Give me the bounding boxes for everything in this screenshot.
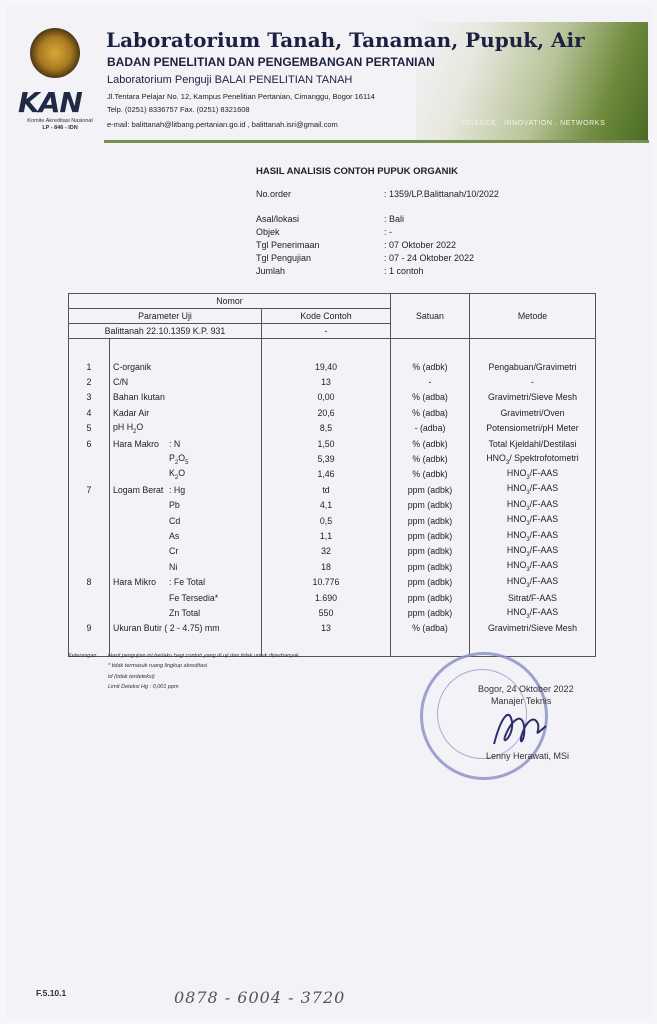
note-line [68, 651, 299, 661]
method-text: HNO [506, 498, 527, 509]
institution-seal-icon [30, 28, 80, 78]
subscript: 3 [526, 505, 530, 512]
table-row [69, 374, 596, 389]
row-no [69, 451, 110, 466]
row-value: 19,40 [262, 359, 391, 374]
row-no: 5 [69, 421, 110, 436]
row-value: 1,46 [262, 467, 391, 482]
row-value: 1.690 [262, 590, 391, 605]
row-method [470, 467, 596, 482]
notes [68, 651, 299, 693]
info-label: Tgl Pengujian [256, 253, 312, 263]
param-sub: Pb [169, 500, 180, 511]
table-row [69, 482, 596, 497]
row-unit: % (adba) [391, 405, 470, 420]
row-no: 3 [69, 390, 110, 405]
info-value: : 07 Oktober 2022 [384, 240, 457, 250]
row-no [69, 559, 110, 574]
method-text: HNO [506, 606, 527, 617]
row-unit: - [391, 374, 470, 389]
row-no: 4 [69, 405, 110, 420]
form-code: F.5.10.1 [36, 988, 67, 998]
lab-unit: Laboratorium Penguji BALAI PENELITIAN TANAH [107, 74, 353, 86]
table-row [69, 390, 596, 405]
row-no [69, 605, 110, 620]
info-received [256, 240, 456, 250]
row-unit: % (adba) [391, 390, 470, 405]
row-method [470, 498, 596, 513]
row-value: 18 [262, 559, 391, 574]
note-line: td (tidak terdeteksi) [108, 673, 155, 680]
row-method [470, 528, 596, 543]
sample-id: Balittanah 22.10.1359 K.P. 931 [69, 324, 262, 339]
sign-person-name: Lenny Herawati, MSi [486, 751, 570, 761]
document-title: HASIL ANALISIS CONTOH PUPUK ORGANIK [256, 166, 458, 177]
param-sub: Fe Tersedia* [169, 592, 219, 603]
row-value: td [262, 482, 391, 497]
row-unit: ppm (adbk) [391, 590, 470, 605]
method-text: HNO [506, 545, 527, 555]
row-no [69, 544, 110, 559]
subscript: 2 [174, 459, 179, 466]
subscript: 3 [526, 474, 530, 481]
row-param [110, 590, 262, 605]
kan-logo: KAN [18, 86, 82, 119]
table-row [69, 621, 596, 636]
row-unit: ppm (adbk) [391, 498, 470, 513]
row-no [69, 513, 110, 528]
param-name: C-organik [113, 361, 152, 372]
row-param [110, 390, 262, 405]
param-sub: : Hg [169, 484, 186, 495]
row-value: 5,39 [262, 451, 391, 466]
lab-email: e-mail: balittanah@litbang.pertanian.go.id , balittanah.isri@gmail.com [107, 120, 338, 129]
row-unit: ppm (adbk) [391, 513, 470, 528]
table-body [69, 339, 596, 657]
method-suffix: /F-AAS [529, 529, 559, 540]
row-no [69, 467, 110, 482]
chem-o: O [178, 452, 186, 463]
row-param [110, 513, 262, 528]
note-line: Limit Deteksi Hg : 0,001 ppm [108, 684, 179, 691]
row-unit: ppm (adbk) [391, 605, 470, 620]
table-row [69, 405, 596, 420]
lab-address: Jl.Tentara Pelajar No. 12, Kampus Penelitian Pertanian, Cimanggu, Bogor 16114 [107, 92, 375, 101]
notes-label: Keterangan [68, 653, 97, 659]
note-text: Hasil pengujian ini berlaku bagi contoh yang di uji dan tidak untuk diperbanyak [108, 653, 299, 659]
table-header-row [69, 294, 596, 309]
table-row [69, 590, 596, 605]
method-text: HNO [506, 560, 527, 571]
row-param [110, 621, 262, 636]
sign-city-date: Bogor, 24 Oktober 2022 [478, 684, 574, 694]
info-value: : - [384, 227, 392, 237]
param-sub: Zn Total [169, 607, 201, 618]
param-name: Hara Makro [113, 438, 159, 449]
lab-title: Laboratorium Tanah, Tanaman, Pupuk, Air [106, 28, 585, 52]
row-unit: ppm (adbk) [391, 528, 470, 543]
table-row [69, 513, 596, 528]
table-row [69, 605, 596, 620]
info-order [256, 189, 499, 199]
table-row [69, 359, 596, 374]
row-param [110, 605, 262, 620]
row-value: 10.776 [262, 574, 391, 589]
row-method: Pengabuan/Gravimetri [470, 359, 596, 374]
method-suffix: /F-AAS [529, 575, 559, 586]
sample-code: - [262, 324, 391, 339]
info-count [256, 266, 424, 276]
row-no: 2 [69, 374, 110, 389]
param-sub: Cd [169, 515, 181, 526]
row-param [110, 528, 262, 543]
header-nomor: Nomor [69, 294, 391, 309]
param-sub: Cr [169, 546, 179, 557]
info-label: Jumlah [256, 266, 286, 276]
table-row [69, 544, 596, 559]
signature-scribble-icon [488, 704, 550, 754]
row-value: 32 [262, 544, 391, 559]
header-satuan: Satuan [391, 294, 470, 339]
row-method: Gravimetri/Oven [470, 405, 596, 420]
row-method: Sitrat/F-AAS [470, 590, 596, 605]
row-param [110, 574, 262, 589]
info-value: : 1359/LP.Balittanah/10/2022 [384, 189, 499, 199]
method-text: HNO [506, 514, 527, 525]
row-no: 9 [69, 621, 110, 636]
row-unit: - (adba) [391, 421, 470, 436]
row-no: 6 [69, 436, 110, 451]
row-method: Total Kjeldahl/Destilasi [470, 436, 596, 451]
method-text: HNO [506, 575, 527, 586]
info-location [256, 214, 404, 224]
row-value: 550 [262, 605, 391, 620]
param-name: Kadar Air [113, 407, 150, 418]
header-parameter: Parameter Uji [69, 309, 262, 324]
results-table [68, 293, 596, 657]
method-suffix: / Spektrofotometri [509, 452, 579, 463]
header-kode: Kode Contoh [262, 309, 391, 324]
method-suffix: /F-AAS [529, 560, 559, 571]
subscript: 3 [526, 582, 530, 589]
row-no: 7 [69, 482, 110, 497]
info-label: Asal/lokasi [256, 214, 300, 224]
param-sub: : N [169, 438, 181, 449]
table-row [69, 574, 596, 589]
method-text: HNO [506, 529, 527, 540]
param-name: Bahan Ikutan [113, 392, 165, 403]
row-method [470, 574, 596, 589]
table-row [69, 467, 596, 482]
row-value: 13 [262, 621, 391, 636]
info-value: : Bali [384, 214, 405, 224]
row-param [110, 436, 262, 451]
row-value: 1,50 [262, 436, 391, 451]
subscript: 3 [526, 490, 530, 497]
method-suffix: /F-AAS [529, 606, 559, 617]
param-sub: K [169, 468, 175, 479]
subscript: 3 [526, 536, 530, 543]
row-value: 8,5 [262, 421, 391, 436]
table-row [69, 421, 596, 436]
method-text: HNO [506, 483, 527, 494]
method-text: HNO [486, 452, 506, 463]
method-suffix: /F-AAS [529, 514, 559, 525]
method-suffix: /F-AAS [529, 468, 559, 479]
row-unit: % (adbk) [391, 451, 470, 466]
header-rule [104, 140, 649, 143]
row-param [110, 467, 262, 482]
info-value: : 1 contoh [384, 266, 424, 276]
row-method: - [470, 374, 596, 389]
row-param [110, 405, 262, 420]
table-row [69, 559, 596, 574]
table-row [69, 498, 596, 513]
method-suffix: /F-AAS [529, 483, 559, 494]
row-param [110, 359, 262, 374]
row-unit: ppm (adbk) [391, 482, 470, 497]
row-unit: % (adbk) [391, 359, 470, 374]
row-method: Gravimetri/Sieve Mesh [470, 390, 596, 405]
row-method [470, 482, 596, 497]
param-name: Ukuran Butir ( 2 - 4.75) mm [113, 623, 220, 634]
param-sub: P [169, 452, 175, 463]
row-method [470, 544, 596, 559]
subscript: 3 [526, 551, 530, 558]
kan-accreditation [18, 118, 102, 132]
row-value: 4,1 [262, 498, 391, 513]
row-param [110, 544, 262, 559]
row-method: Potensiometri/pH Meter [470, 421, 596, 436]
param-sub: Ni [169, 561, 178, 572]
subscript: 2 [133, 428, 137, 435]
row-unit: ppm (adbk) [391, 544, 470, 559]
chem-o: O [136, 421, 144, 432]
row-value: 13 [262, 374, 391, 389]
table-row [69, 436, 596, 451]
document-page [6, 6, 651, 1018]
row-unit: ppm (adbk) [391, 559, 470, 574]
row-param [110, 482, 262, 497]
subscript: 3 [526, 520, 530, 527]
kan-code: LP - 846 - IDN [42, 125, 78, 132]
row-no: 1 [69, 359, 110, 374]
param-name: pH H [113, 421, 134, 432]
note-line: * tidak termasuk ruang lingkup akreditasi [108, 663, 208, 670]
row-no [69, 528, 110, 543]
row-value: 1,1 [262, 528, 391, 543]
row-method [470, 451, 596, 466]
subscript: 3 [505, 459, 510, 466]
row-value: 0,5 [262, 513, 391, 528]
row-param [110, 559, 262, 574]
lab-phone: Telp. (0251) 8336757 Fax. (0251) 8321608 [107, 105, 250, 114]
header-metode: Metode [470, 294, 596, 339]
param-sub: As [169, 530, 180, 541]
info-label: Objek [256, 227, 280, 237]
subscript: 3 [526, 567, 530, 574]
method-suffix: /F-AAS [529, 545, 559, 555]
tagline: SCIENCE . INNOVATION . NETWORKS [461, 120, 606, 127]
letterhead [16, 22, 646, 142]
kan-sub-text: Komite Akreditasi Nasional [27, 118, 93, 124]
row-unit: % (adba) [391, 621, 470, 636]
lab-subtitle: BADAN PENELITIAN DAN PENGEMBANGAN PERTANIAN [107, 55, 435, 69]
method-suffix: /F-AAS [529, 498, 559, 509]
row-method [470, 513, 596, 528]
table-row [69, 528, 596, 543]
row-value: 20,6 [262, 405, 391, 420]
param-name: C/N [113, 377, 129, 388]
info-label: Tgl Penerimaan [256, 240, 320, 250]
subscript: 2 [174, 474, 179, 481]
handwritten-number: 0878 - 6004 - 3720 [174, 988, 346, 1007]
row-no [69, 590, 110, 605]
row-unit: % (adbk) [391, 436, 470, 451]
param-sub: : Fe Total [169, 577, 206, 588]
param-name: Logam Berat [113, 484, 164, 495]
subscript: 3 [526, 613, 530, 620]
row-no [69, 498, 110, 513]
row-param [110, 451, 262, 466]
chem-o: O [178, 468, 186, 479]
row-unit: ppm (adbk) [391, 574, 470, 589]
row-method [470, 605, 596, 620]
row-unit: % (adbk) [391, 467, 470, 482]
row-param [110, 374, 262, 389]
row-no: 8 [69, 574, 110, 589]
method-text: HNO [506, 468, 527, 479]
row-method [470, 559, 596, 574]
row-param [110, 421, 262, 436]
subscript: 5 [185, 459, 189, 466]
row-param [110, 498, 262, 513]
info-tested [256, 253, 474, 263]
row-value: 0,00 [262, 390, 391, 405]
info-value: : 07 - 24 Oktober 2022 [384, 253, 475, 263]
spacer-row [69, 339, 596, 360]
param-name: Hara Mikro [113, 577, 157, 588]
row-method: Gravimetri/Sieve Mesh [470, 621, 596, 636]
table-row [69, 451, 596, 466]
info-object [256, 227, 392, 237]
sign-role: Manajer Teknis [491, 696, 552, 706]
info-label: No.order [256, 189, 292, 199]
